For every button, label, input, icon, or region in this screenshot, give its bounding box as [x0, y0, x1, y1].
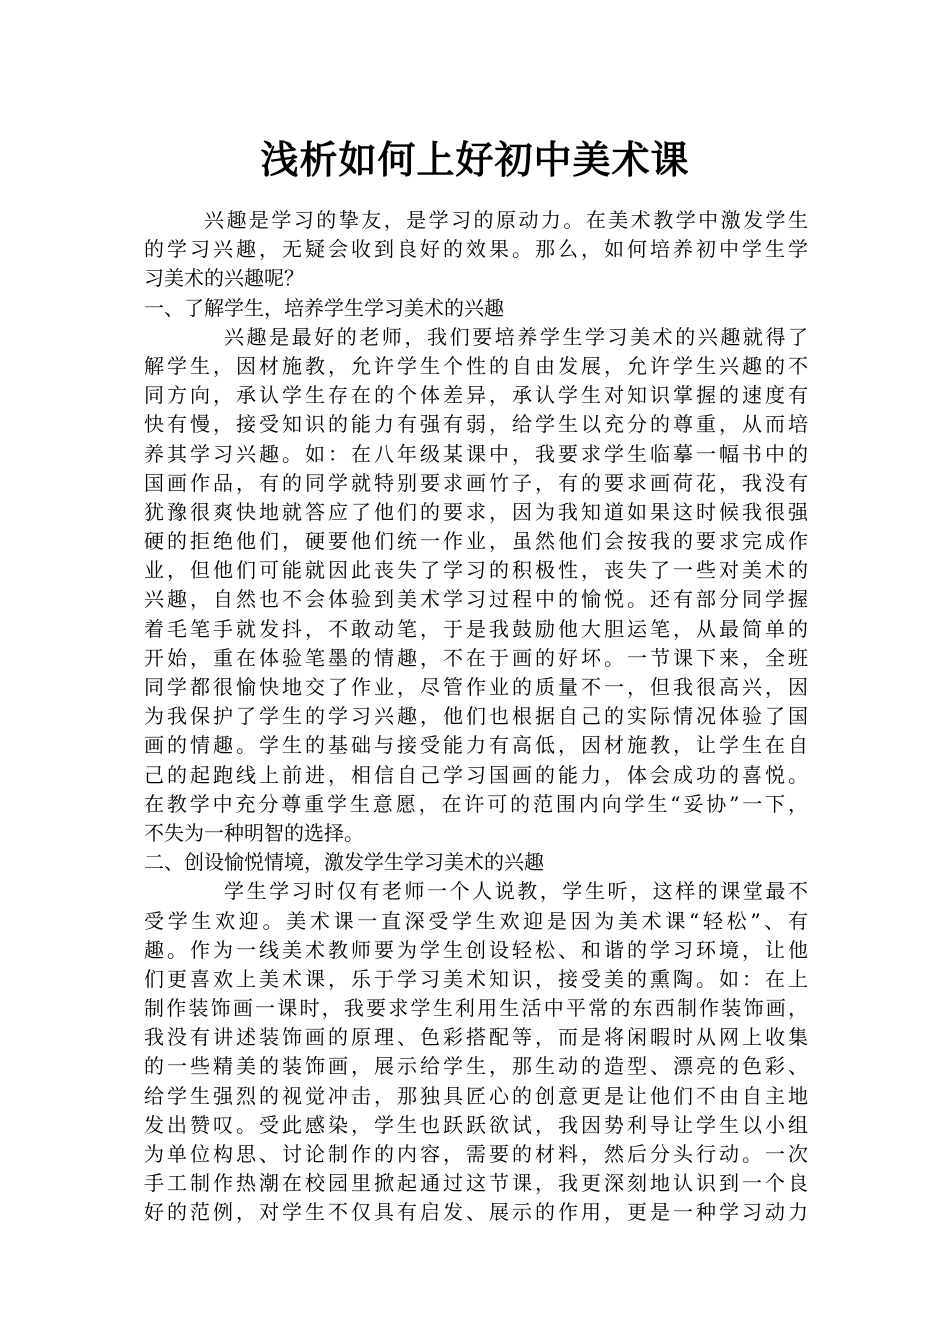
paragraph-line: 己的起跑线上前进，相信自己学习国画的能力，体会成功的喜悦。 [144, 762, 808, 787]
paragraph-line: 着毛笔手就发抖，不敢动笔，于是我鼓励他大胆运笔，从最简单的 [144, 616, 808, 641]
paragraph-line: 同方向，承认学生存在的个体差异，承认学生对知识掌握的速度有 [144, 383, 808, 408]
paragraph-line: 习美术的兴趣呢？ [144, 266, 304, 291]
paragraph-line: 兴趣是最好的老师，我们要培养学生学习美术的兴趣就得了 [224, 324, 808, 349]
paragraph-line: 手工制作热潮在校园里掀起通过这节课，我更深刻地认识到一个良 [144, 1171, 808, 1196]
paragraph-line: 制作装饰画一课时，我要求学生利用生活中平常的东西制作装饰画， [144, 996, 808, 1021]
paragraph-line: 好的范例，对学生不仅具有启发、展示的作用，更是一种学习动力 [144, 1200, 808, 1225]
paragraph-line: 画的情趣。学生的基础与接受能力有高低，因材施教，让学生在自 [144, 733, 808, 758]
paragraph-line: 硬的拒绝他们，硬要他们统一作业，虽然他们会按我的要求完成作 [144, 529, 808, 554]
paragraph-line: 业，但他们可能就因此丧失了学习的积极性，丧失了一些对美术的 [144, 558, 808, 583]
paragraph-line: 为我保护了学生的学习兴趣，他们也根据自己的实际情况体验了国 [144, 704, 808, 729]
paragraph-line: 发出赞叹。受此感染，学生也跃跃欲试，我因势利导让学生以小组 [144, 1112, 808, 1137]
paragraph-line: 们更喜欢上美术课，乐于学习美术知识，接受美的熏陶。如：在上 [144, 966, 808, 991]
paragraph-line: 受学生欢迎。美术课一直深受学生欢迎是因为美术课“轻松”、有 [144, 908, 808, 933]
paragraph-line: 国画作品，有的同学就特别要求画竹子，有的要求画荷花，我没有 [144, 470, 808, 495]
paragraph-line: 给学生强烈的视觉冲击，那独具匠心的创意更是让他们不由自主地 [144, 1083, 808, 1108]
section-heading: 二、创设愉悦情境，激发学生学习美术的兴趣 [144, 850, 544, 875]
paragraph-line: 同学都很愉快地交了作业，尽管作业的质量不一，但我很高兴，因 [144, 675, 808, 699]
paragraph-line: 的一些精美的装饰画，展示给学生，那生动的造型、漂亮的色彩、 [144, 1054, 808, 1079]
paragraph-line: 快有慢，接受知识的能力有强有弱，给学生以充分的尊重，从而培 [144, 412, 808, 437]
section-heading: 一、了解学生，培养学生学习美术的兴趣 [144, 295, 504, 320]
paragraph-line: 养其学习兴趣。如：在八年级某课中，我要求学生临摹一幅书中的 [144, 441, 808, 466]
paragraph-line: 开始，重在体验笔墨的情趣，不在于画的好坏。一节课下来，全班 [144, 645, 808, 670]
paragraph-line: 趣。作为一线美术教师要为学生创设轻松、和谐的学习环境，让他 [144, 937, 808, 962]
document-title: 浅析如何上好初中美术课 [260, 137, 690, 182]
paragraph-line: 犹豫很爽快地就答应了他们的要求，因为我知道如果这时候我很强 [144, 499, 808, 524]
paragraph-line: 的学习兴趣，无疑会收到良好的效果。那么，如何培养初中学生学 [144, 237, 808, 262]
paragraph-line: 兴趣，自然也不会体验到美术学习过程中的愉悦。还有部分同学握 [144, 587, 808, 612]
paragraph-line: 解学生，因材施教，允许学生个性的自由发展，允许学生兴趣的不 [144, 353, 808, 378]
document-body [144, 206, 808, 1228]
paragraph-line: 学生学习时仅有老师一个人说教，学生听，这样的课堂最不 [224, 879, 808, 904]
paragraph-line: 兴趣是学习的挚友，是学习的原动力。在美术教学中激发学生 [204, 208, 808, 232]
paragraph-line: 在教学中充分尊重学生意愿，在许可的范围内向学生“妥协”一下， [144, 791, 808, 816]
paragraph-line: 为单位构思、讨论制作的内容，需要的材料，然后分头行动。一次 [144, 1142, 808, 1166]
paragraph-line: 我没有讲述装饰画的原理、色彩搭配等，而是将闲暇时从网上收集 [144, 1025, 808, 1050]
paragraph-line: 不失为一种明智的选择。 [144, 820, 364, 845]
